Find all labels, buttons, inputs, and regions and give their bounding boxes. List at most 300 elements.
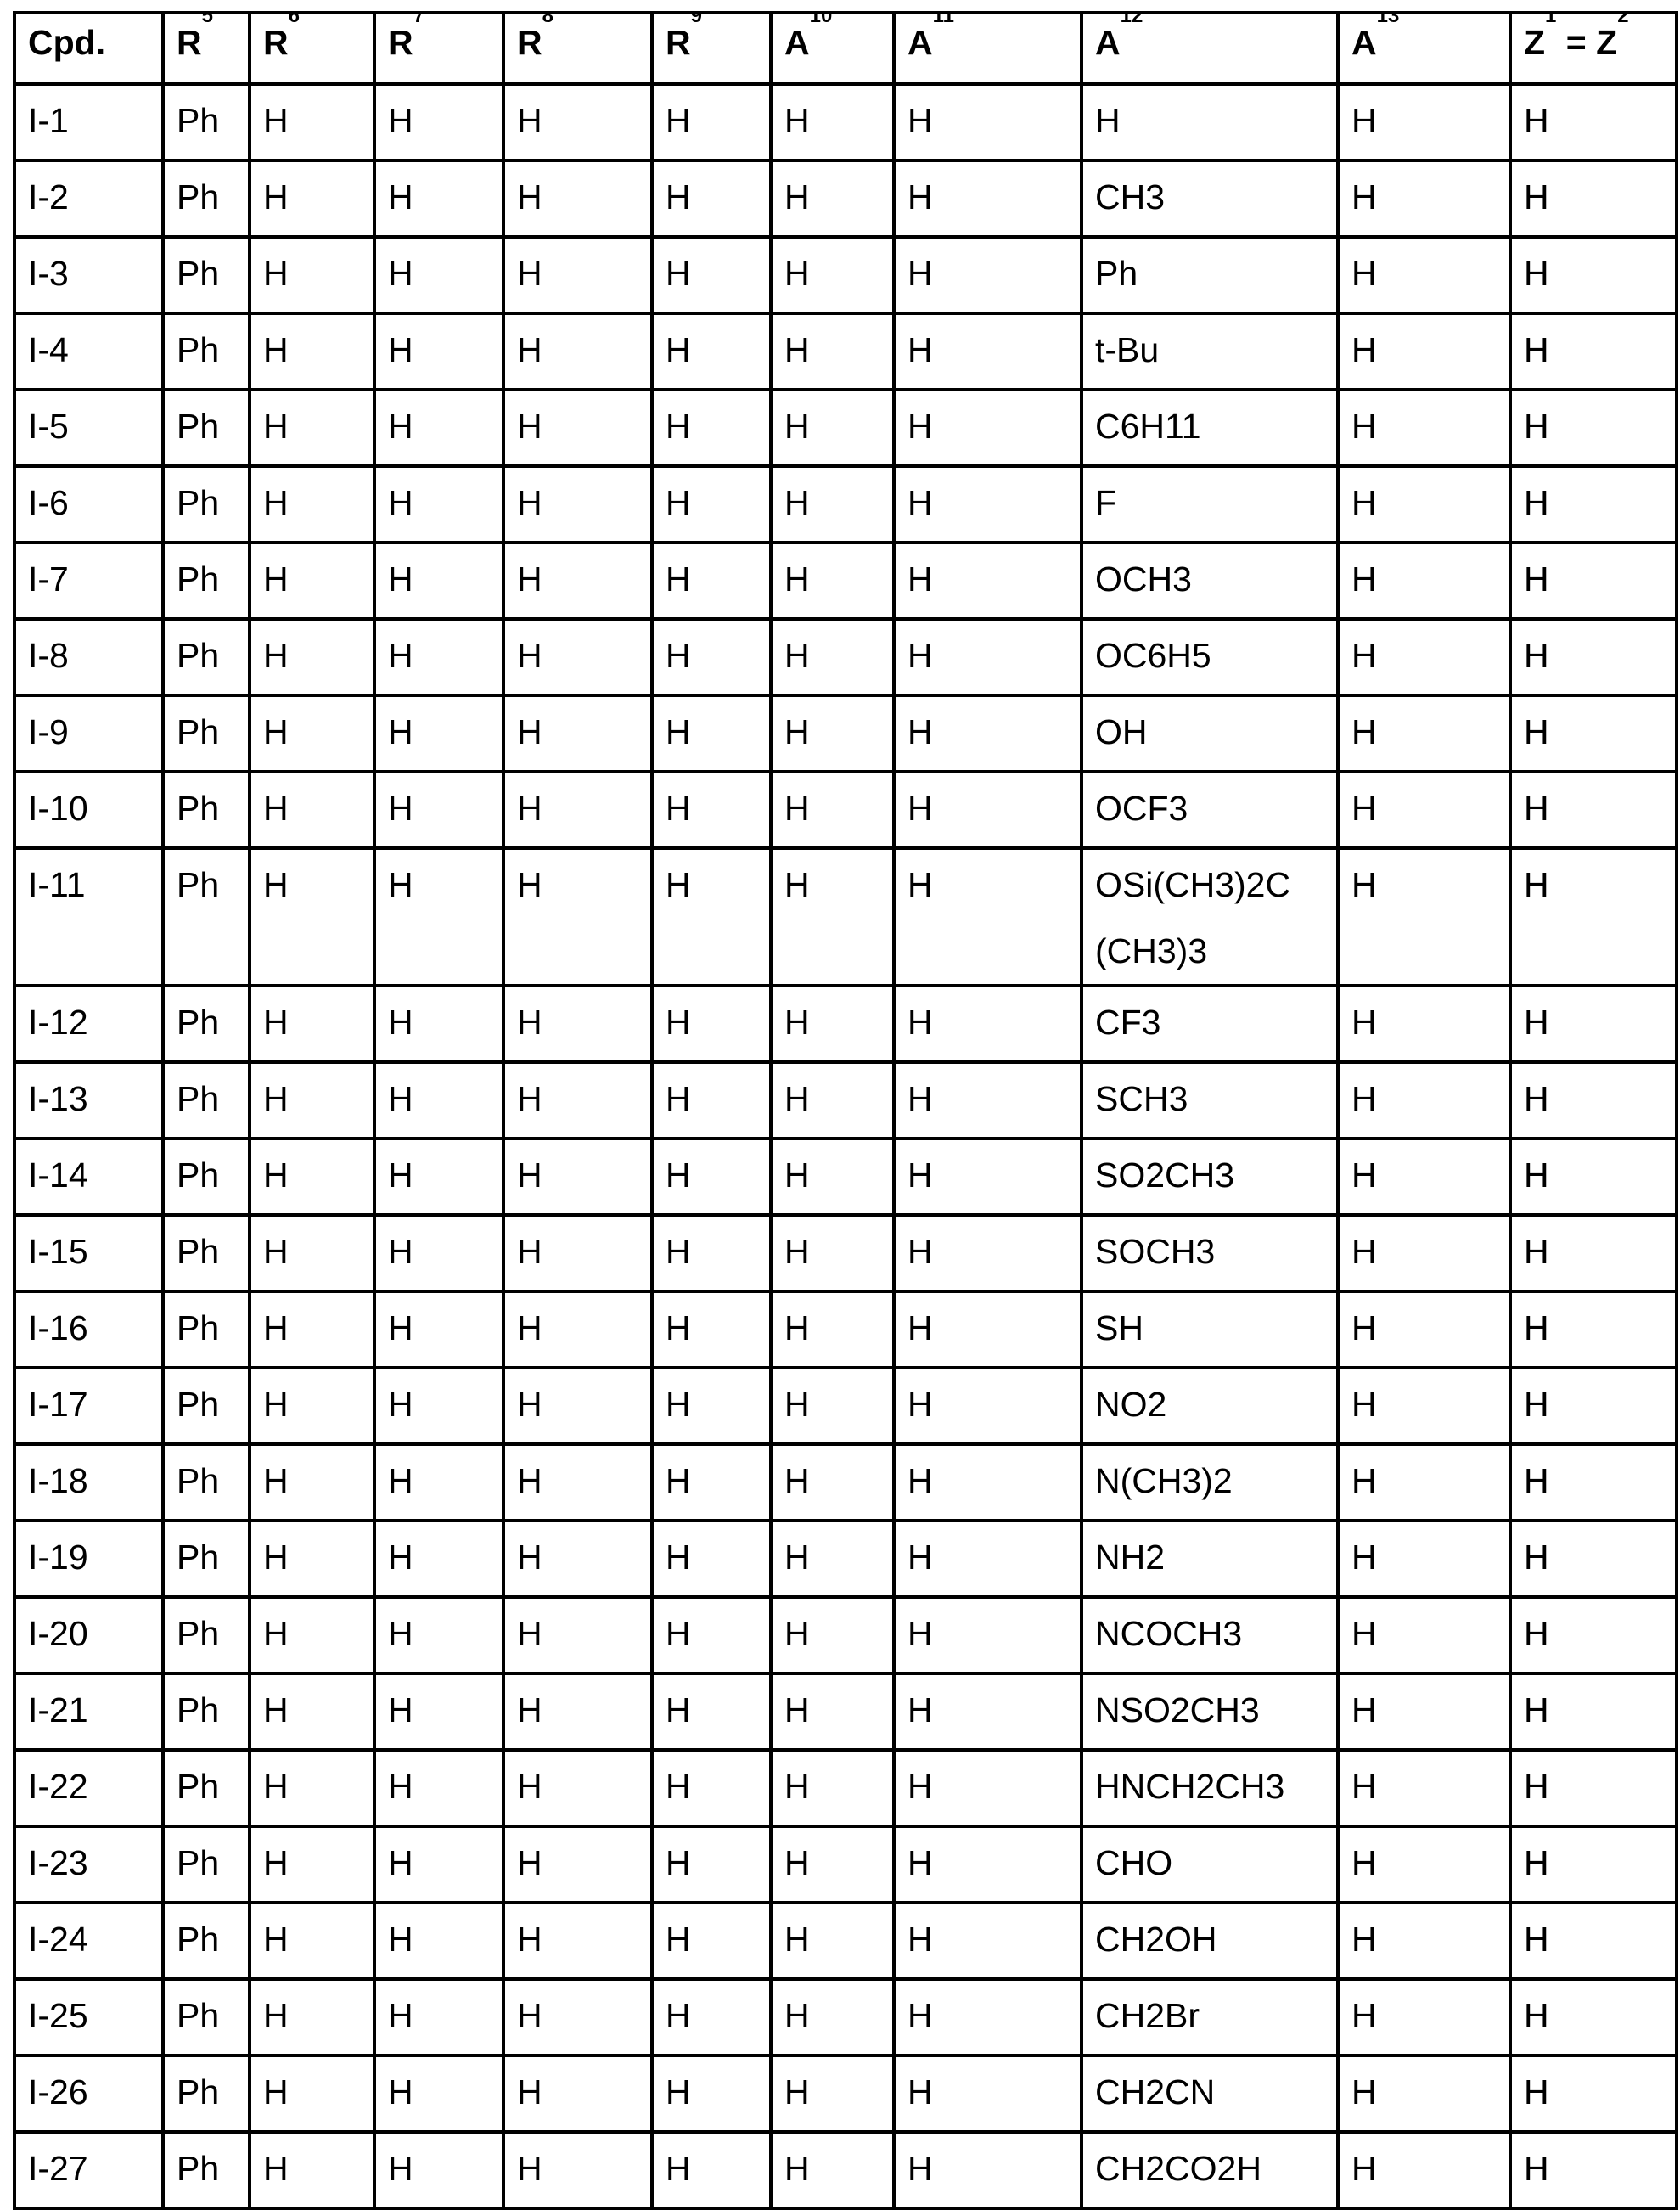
cell-a13: H [1338, 1826, 1510, 1903]
cell-r7: H [374, 1062, 503, 1139]
cell-r5: Ph [163, 1597, 250, 1673]
cell-r5: Ph [163, 313, 250, 390]
cell-r9: H [652, 390, 771, 466]
cell-cpd: I-7 [14, 543, 163, 619]
cell-a13: H [1338, 1597, 1510, 1673]
header-superscript: 5 [202, 13, 213, 27]
cell-r7: H [374, 848, 503, 986]
cell-r9: H [652, 1521, 771, 1597]
cell-a13: H [1338, 1979, 1510, 2055]
cell-r9: H [652, 466, 771, 543]
cell-r7: H [374, 160, 503, 237]
header-superscript: 11 [933, 13, 954, 27]
cell-r8: H [503, 1979, 652, 2055]
cell-r5: Ph [163, 1673, 250, 1750]
table-row [14, 1597, 1677, 1673]
cell-a13: H [1338, 1215, 1510, 1291]
cell-r6: H [250, 1979, 374, 2055]
cell-a13: H [1338, 1750, 1510, 1826]
cell-z1-z2: H [1510, 1521, 1677, 1597]
cell-r8: H [503, 1291, 652, 1368]
cell-r6: H [250, 1597, 374, 1673]
table-row [14, 1521, 1677, 1597]
cell-r8: H [503, 160, 652, 237]
cell-z1-z2: H [1510, 848, 1677, 986]
header-base: Z [1524, 23, 1545, 62]
table-row [14, 390, 1677, 466]
cell-z1-z2: H [1510, 1979, 1677, 2055]
cell-a11: H [894, 1903, 1082, 1979]
cell-r6: H [250, 848, 374, 986]
cell-r6: H [250, 1291, 374, 1368]
cell-a12: NH2 [1082, 1521, 1338, 1597]
cell-r9: H [652, 1139, 771, 1215]
cell-r7: H [374, 390, 503, 466]
cell-r9: H [652, 1062, 771, 1139]
cell-a11: H [894, 772, 1082, 848]
column-header-r9 [652, 13, 771, 84]
cell-r8: H [503, 313, 652, 390]
cell-r7: H [374, 2055, 503, 2132]
cell-r7: H [374, 695, 503, 772]
cell-r9: H [652, 1597, 771, 1673]
cell-a13: H [1338, 2055, 1510, 2132]
cell-cpd: I-12 [14, 986, 163, 1062]
cell-r8: H [503, 1062, 652, 1139]
cell-a10: H [771, 160, 894, 237]
cell-z1-z2: H [1510, 543, 1677, 619]
cell-a11: H [894, 84, 1082, 160]
cell-r8: H [503, 619, 652, 695]
header-base: Cpd. [28, 23, 105, 62]
cell-a11: H [894, 986, 1082, 1062]
cell-z1-z2: H [1510, 695, 1677, 772]
table-row [14, 619, 1677, 695]
cell-r9: H [652, 313, 771, 390]
cell-a10: H [771, 466, 894, 543]
cell-r6: H [250, 2055, 374, 2132]
cell-r6: H [250, 1673, 374, 1750]
cell-z1-z2: H [1510, 1291, 1677, 1368]
header-base: = Z [1556, 23, 1617, 62]
cell-r8: H [503, 772, 652, 848]
header-superscript: 8 [542, 13, 553, 27]
cell-r5: Ph [163, 390, 250, 466]
cell-r6: H [250, 772, 374, 848]
cell-cpd: I-5 [14, 390, 163, 466]
cell-r8: H [503, 986, 652, 1062]
cell-r5: Ph [163, 466, 250, 543]
cell-r5: Ph [163, 1139, 250, 1215]
cell-cpd: I-10 [14, 772, 163, 848]
column-header-cpd [14, 13, 163, 84]
cell-a13: H [1338, 619, 1510, 695]
cell-a12: t-Bu [1082, 313, 1338, 390]
header-base: A [1095, 23, 1121, 62]
cell-r6: H [250, 986, 374, 1062]
header-superscript: 13 [1377, 13, 1400, 27]
cell-r5: Ph [163, 1521, 250, 1597]
header-superscript: 12 [1121, 13, 1143, 27]
cell-r9: H [652, 237, 771, 313]
cell-a13: H [1338, 466, 1510, 543]
cell-r5: Ph [163, 1979, 250, 2055]
cell-z1-z2: H [1510, 1062, 1677, 1139]
cell-a11: H [894, 313, 1082, 390]
cell-r7: H [374, 1903, 503, 1979]
table-row [14, 313, 1677, 390]
cell-r6: H [250, 543, 374, 619]
cell-a11: H [894, 237, 1082, 313]
cell-r8: H [503, 2055, 652, 2132]
column-header-r6 [250, 13, 374, 84]
cell-z1-z2: H [1510, 466, 1677, 543]
cell-r8: H [503, 2132, 652, 2208]
cell-r5: Ph [163, 986, 250, 1062]
cell-r8: H [503, 543, 652, 619]
cell-z1-z2: H [1510, 772, 1677, 848]
cell-r8: H [503, 237, 652, 313]
cell-r9: H [652, 1368, 771, 1444]
cell-a12: N(CH3)2 [1082, 1444, 1338, 1521]
cell-r6: H [250, 2132, 374, 2208]
cell-r7: H [374, 1750, 503, 1826]
cell-a11: H [894, 619, 1082, 695]
cell-cpd: I-14 [14, 1139, 163, 1215]
cell-a11: H [894, 1597, 1082, 1673]
cell-r8: H [503, 1521, 652, 1597]
cell-a12: CH3 [1082, 160, 1338, 237]
cell-a10: H [771, 313, 894, 390]
cell-a12: NSO2CH3 [1082, 1673, 1338, 1750]
cell-a13: H [1338, 986, 1510, 1062]
cell-r6: H [250, 1368, 374, 1444]
cell-a12: SCH3 [1082, 1062, 1338, 1139]
cell-z1-z2: H [1510, 313, 1677, 390]
cell-z1-z2: H [1510, 1597, 1677, 1673]
cell-r6: H [250, 695, 374, 772]
cell-r8: H [503, 1444, 652, 1521]
header-base: R [177, 23, 202, 62]
cell-a12: Ph [1082, 237, 1338, 313]
cell-a13: H [1338, 848, 1510, 986]
cell-a11: H [894, 1368, 1082, 1444]
header-base: R [263, 23, 289, 62]
cell-a12: CH2CO2H [1082, 2132, 1338, 2208]
cell-r8: H [503, 390, 652, 466]
cell-a10: H [771, 848, 894, 986]
cell-r6: H [250, 84, 374, 160]
cell-a10: H [771, 695, 894, 772]
cell-a13: H [1338, 1062, 1510, 1139]
cell-a13: H [1338, 543, 1510, 619]
cell-a13: H [1338, 2132, 1510, 2208]
cell-z1-z2: H [1510, 1826, 1677, 1903]
cell-r5: Ph [163, 1062, 250, 1139]
cell-r8: H [503, 1215, 652, 1291]
cell-a11: H [894, 695, 1082, 772]
cell-a10: H [771, 1521, 894, 1597]
cell-cpd: I-13 [14, 1062, 163, 1139]
cell-a13: H [1338, 237, 1510, 313]
cell-r9: H [652, 1750, 771, 1826]
cell-r8: H [503, 84, 652, 160]
cell-z1-z2: H [1510, 1368, 1677, 1444]
cell-r8: H [503, 1750, 652, 1826]
header-base: R [517, 23, 542, 62]
cell-cpd: I-23 [14, 1826, 163, 1903]
cell-r6: H [250, 160, 374, 237]
cell-z1-z2: H [1510, 1903, 1677, 1979]
cell-r7: H [374, 2132, 503, 2208]
table-row [14, 466, 1677, 543]
cell-cpd: I-1 [14, 84, 163, 160]
cell-cpd: I-15 [14, 1215, 163, 1291]
cell-a12: SOCH3 [1082, 1215, 1338, 1291]
cell-r6: H [250, 1062, 374, 1139]
cell-r6: H [250, 1521, 374, 1597]
column-header-a13 [1338, 13, 1510, 84]
cell-a10: H [771, 1750, 894, 1826]
cell-a12: CHO [1082, 1826, 1338, 1903]
header-base: R [666, 23, 691, 62]
cell-r7: H [374, 1673, 503, 1750]
cell-a13: H [1338, 160, 1510, 237]
cell-r8: H [503, 1139, 652, 1215]
cell-cpd: I-22 [14, 1750, 163, 1826]
cell-a12: SH [1082, 1291, 1338, 1368]
cell-cpd: I-4 [14, 313, 163, 390]
cell-cpd: I-2 [14, 160, 163, 237]
cell-cpd: I-21 [14, 1673, 163, 1750]
compound-table [13, 11, 1678, 2210]
cell-r6: H [250, 1215, 374, 1291]
cell-r7: H [374, 1826, 503, 1903]
cell-r5: Ph [163, 84, 250, 160]
cell-r9: H [652, 619, 771, 695]
cell-r5: Ph [163, 772, 250, 848]
header-superscript: 6 [289, 13, 300, 27]
column-header-a12 [1082, 13, 1338, 84]
cell-z1-z2: H [1510, 619, 1677, 695]
cell-r7: H [374, 1521, 503, 1597]
table-row [14, 84, 1677, 160]
column-header-z1-z2 [1510, 13, 1677, 84]
cell-a10: H [771, 1903, 894, 1979]
cell-r5: Ph [163, 619, 250, 695]
header-base: A [784, 23, 810, 62]
cell-a12: CH2CN [1082, 2055, 1338, 2132]
cell-a11: H [894, 1750, 1082, 1826]
cell-a13: H [1338, 1903, 1510, 1979]
cell-r5: Ph [163, 1291, 250, 1368]
table-row [14, 1750, 1677, 1826]
cell-r5: Ph [163, 1750, 250, 1826]
cell-z1-z2: H [1510, 2132, 1677, 2208]
cell-z1-z2: H [1510, 1139, 1677, 1215]
cell-a10: H [771, 2055, 894, 2132]
cell-a13: H [1338, 1139, 1510, 1215]
cell-a13: H [1338, 1291, 1510, 1368]
cell-r5: Ph [163, 1368, 250, 1444]
cell-z1-z2: H [1510, 986, 1677, 1062]
header-superscript: 1 [1545, 13, 1556, 27]
table-row [14, 1215, 1677, 1291]
cell-r8: H [503, 1368, 652, 1444]
cell-r6: H [250, 313, 374, 390]
cell-r9: H [652, 986, 771, 1062]
cell-r9: H [652, 2055, 771, 2132]
cell-cpd: I-16 [14, 1291, 163, 1368]
table-row [14, 1826, 1677, 1903]
table-row [14, 2055, 1677, 2132]
cell-a10: H [771, 390, 894, 466]
cell-a11: H [894, 466, 1082, 543]
cell-a13: H [1338, 1521, 1510, 1597]
cell-r9: H [652, 1673, 771, 1750]
cell-a11: H [894, 1062, 1082, 1139]
cell-cpd: I-20 [14, 1597, 163, 1673]
cell-r6: H [250, 1750, 374, 1826]
table-row [14, 1368, 1677, 1444]
cell-r7: H [374, 313, 503, 390]
cell-r5: Ph [163, 1215, 250, 1291]
cell-z1-z2: H [1510, 1673, 1677, 1750]
cell-a11: H [894, 1979, 1082, 2055]
cell-a10: H [771, 543, 894, 619]
cell-a10: H [771, 1368, 894, 1444]
cell-r8: H [503, 848, 652, 986]
cell-a11: H [894, 1673, 1082, 1750]
header-row [14, 13, 1677, 84]
cell-cpd: I-8 [14, 619, 163, 695]
cell-r6: H [250, 1826, 374, 1903]
cell-a12: NCOCH3 [1082, 1597, 1338, 1673]
cell-a12: OSi(CH3)2C(CH3)3 [1082, 848, 1338, 986]
cell-r8: H [503, 466, 652, 543]
cell-a10: H [771, 84, 894, 160]
cell-r6: H [250, 466, 374, 543]
cell-cpd: I-6 [14, 466, 163, 543]
cell-a10: H [771, 1444, 894, 1521]
cell-r8: H [503, 1903, 652, 1979]
cell-cpd: I-25 [14, 1979, 163, 2055]
cell-a12: F [1082, 466, 1338, 543]
header-superscript: 9 [691, 13, 702, 27]
cell-a13: H [1338, 390, 1510, 466]
cell-cpd: I-11 [14, 848, 163, 986]
table-row [14, 1673, 1677, 1750]
table-row [14, 1139, 1677, 1215]
table-row [14, 772, 1677, 848]
cell-r9: H [652, 848, 771, 986]
cell-a11: H [894, 848, 1082, 986]
cell-r8: H [503, 1673, 652, 1750]
cell-z1-z2: H [1510, 160, 1677, 237]
cell-a11: H [894, 160, 1082, 237]
header-base: A [1351, 23, 1377, 62]
cell-cpd: I-24 [14, 1903, 163, 1979]
cell-r5: Ph [163, 1826, 250, 1903]
cell-r6: H [250, 1139, 374, 1215]
cell-r9: H [652, 543, 771, 619]
cell-r7: H [374, 543, 503, 619]
column-header-a11 [894, 13, 1082, 84]
table-row [14, 986, 1677, 1062]
cell-r9: H [652, 1826, 771, 1903]
cell-r8: H [503, 695, 652, 772]
cell-a13: H [1338, 84, 1510, 160]
cell-r7: H [374, 466, 503, 543]
header-superscript: 7 [413, 13, 424, 27]
cell-r9: H [652, 772, 771, 848]
cell-a10: H [771, 1062, 894, 1139]
table-row [14, 1291, 1677, 1368]
cell-r7: H [374, 1215, 503, 1291]
cell-r9: H [652, 84, 771, 160]
cell-r7: H [374, 1979, 503, 2055]
cell-a12: OH [1082, 695, 1338, 772]
cell-cpd: I-27 [14, 2132, 163, 2208]
cell-cpd: I-3 [14, 237, 163, 313]
cell-a10: H [771, 2132, 894, 2208]
table-row [14, 848, 1677, 986]
cell-cpd: I-19 [14, 1521, 163, 1597]
cell-r9: H [652, 1291, 771, 1368]
cell-r7: H [374, 1444, 503, 1521]
cell-r6: H [250, 237, 374, 313]
column-header-a10 [771, 13, 894, 84]
cell-r7: H [374, 1597, 503, 1673]
table-row [14, 2132, 1677, 2208]
cell-r5: Ph [163, 695, 250, 772]
cell-a11: H [894, 1826, 1082, 1903]
cell-r9: H [652, 1215, 771, 1291]
cell-r6: H [250, 619, 374, 695]
cell-r5: Ph [163, 543, 250, 619]
cell-a11: H [894, 1215, 1082, 1291]
column-header-r5 [163, 13, 250, 84]
cell-cpd: I-18 [14, 1444, 163, 1521]
table-row [14, 543, 1677, 619]
cell-a10: H [771, 1215, 894, 1291]
cell-a12: OCF3 [1082, 772, 1338, 848]
cell-a13: H [1338, 313, 1510, 390]
cell-a13: H [1338, 772, 1510, 848]
cell-z1-z2: H [1510, 237, 1677, 313]
cell-a11: H [894, 543, 1082, 619]
table-row [14, 1903, 1677, 1979]
cell-a12: OCH3 [1082, 543, 1338, 619]
table-row [14, 1979, 1677, 2055]
table-row [14, 695, 1677, 772]
cell-cpd: I-26 [14, 2055, 163, 2132]
cell-cpd: I-9 [14, 695, 163, 772]
cell-a13: H [1338, 1444, 1510, 1521]
cell-a12: HNCH2CH3 [1082, 1750, 1338, 1826]
cell-a12: CF3 [1082, 986, 1338, 1062]
table-row [14, 1062, 1677, 1139]
cell-a12: H [1082, 84, 1338, 160]
cell-a13: H [1338, 1368, 1510, 1444]
cell-r9: H [652, 1979, 771, 2055]
cell-r7: H [374, 1139, 503, 1215]
cell-r7: H [374, 237, 503, 313]
cell-r9: H [652, 2132, 771, 2208]
cell-z1-z2: H [1510, 84, 1677, 160]
cell-a12: CH2Br [1082, 1979, 1338, 2055]
table-row [14, 1444, 1677, 1521]
